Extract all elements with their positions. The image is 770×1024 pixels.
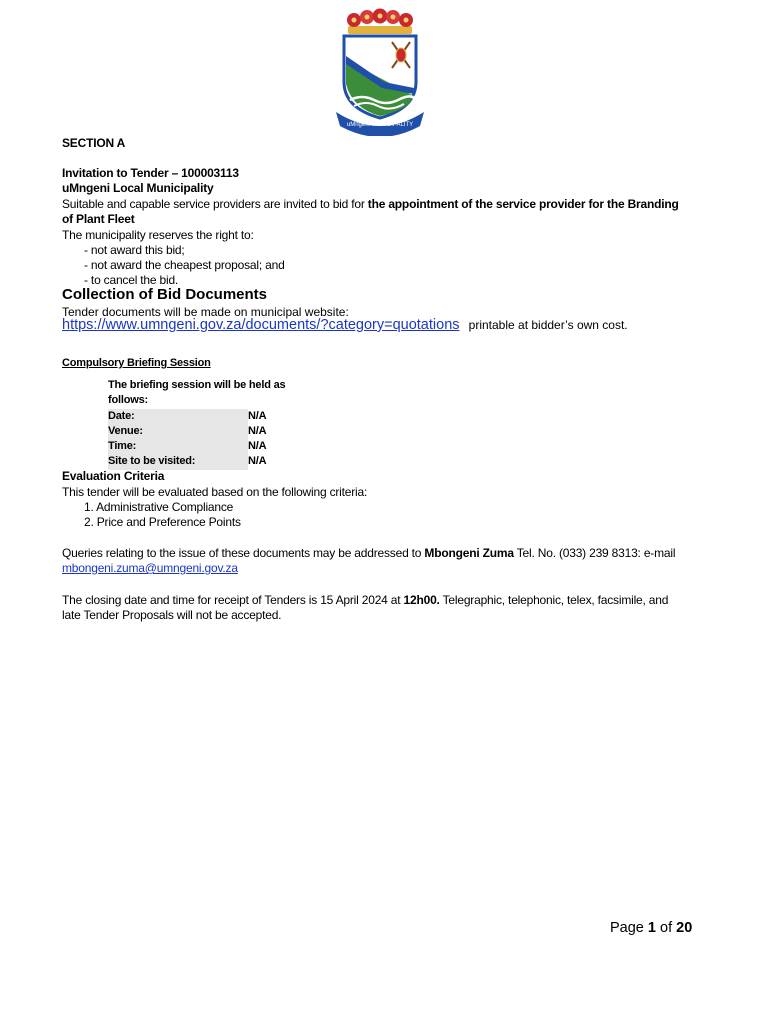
collection-text: Tender documents will be made on municipal website: bbox=[62, 305, 349, 319]
banner-text: uMngeni MUNICIPALITY bbox=[346, 122, 414, 128]
briefing-label: Site to be visited: bbox=[108, 454, 248, 469]
queries-line bbox=[62, 546, 675, 562]
briefing-value: N/A bbox=[248, 440, 267, 453]
collection-link-line bbox=[62, 318, 628, 334]
evaluation-intro: This tender will be evaluated based on the following criteria: bbox=[62, 485, 368, 499]
briefing-row bbox=[108, 424, 328, 439]
briefing-label: Date: bbox=[108, 409, 248, 424]
briefing-intro: The briefing session will be held as follows: bbox=[108, 379, 286, 407]
briefing-value: N/A bbox=[248, 409, 267, 422]
closing-text-2: Telegraphic, telephonic, telex, facsimile, and bbox=[439, 593, 669, 607]
page-word: Page bbox=[610, 920, 648, 936]
closing-line bbox=[62, 593, 668, 609]
of-word: of bbox=[655, 920, 677, 936]
invite-text: Suitable and capable service providers are invited to bid for bbox=[62, 197, 368, 211]
briefing-label: Venue: bbox=[108, 424, 248, 439]
briefing-row bbox=[108, 439, 328, 454]
invite-line bbox=[62, 197, 679, 213]
briefing-row bbox=[108, 409, 328, 424]
municipality-name: uMngeni Local Municipality bbox=[62, 181, 214, 195]
closing-text: The closing date and time for receipt of Tenders is 15 April 2024 at bbox=[62, 593, 404, 607]
criteria-item: 2. Price and Preference Points bbox=[84, 515, 241, 529]
criteria-item: 1. Administrative Compliance bbox=[84, 500, 234, 514]
briefing-value: N/A bbox=[248, 455, 267, 468]
right-item: - not award this bid; bbox=[84, 243, 185, 257]
municipal-crest-logo bbox=[328, 8, 432, 136]
page-number bbox=[610, 920, 692, 936]
section-heading: SECTION A bbox=[62, 136, 126, 150]
quotations-link[interactable]: https://www.umngeni.gov.za/documents/?category=quotations bbox=[62, 317, 460, 333]
queries-text: Queries relating to the issue of these documents may be addressed to bbox=[62, 546, 425, 560]
briefing-row bbox=[108, 454, 328, 469]
invite-bold-text: the appointment of the service provider for the Branding bbox=[367, 197, 679, 211]
briefing-heading: Compulsory Briefing Session bbox=[62, 357, 211, 369]
shield bbox=[344, 36, 416, 118]
closing-time: 12h00. bbox=[403, 593, 440, 607]
contact-name: Mbongeni Zuma bbox=[424, 546, 514, 560]
briefing-table bbox=[108, 378, 328, 470]
briefing-label: Time: bbox=[108, 439, 248, 454]
collection-heading: Collection of Bid Documents bbox=[62, 286, 268, 303]
invite-bold-text-2: of Plant Fleet bbox=[62, 212, 135, 226]
right-item: - to cancel the bid. bbox=[84, 273, 179, 287]
flower-crown bbox=[347, 9, 413, 35]
right-item: - not award the cheapest proposal; and bbox=[84, 258, 285, 272]
closing-line-2: late Tender Proposals will not be accepted. bbox=[62, 608, 282, 622]
total-pages: 20 bbox=[676, 920, 693, 936]
current-page: 1 bbox=[647, 920, 656, 936]
tender-title: Invitation to Tender – 100003113 bbox=[62, 166, 239, 180]
contact-email-link[interactable]: mbongeni.zuma@umngeni.gov.za bbox=[62, 561, 238, 575]
queries-tel: Tel. No. (033) 239 8313: e-mail bbox=[513, 546, 676, 560]
printable-note: printable at bidder’s own cost. bbox=[468, 318, 628, 332]
evaluation-heading: Evaluation Criteria bbox=[62, 469, 165, 483]
briefing-value: N/A bbox=[248, 424, 267, 437]
reserves-text: The municipality reserves the right to: bbox=[62, 228, 254, 242]
